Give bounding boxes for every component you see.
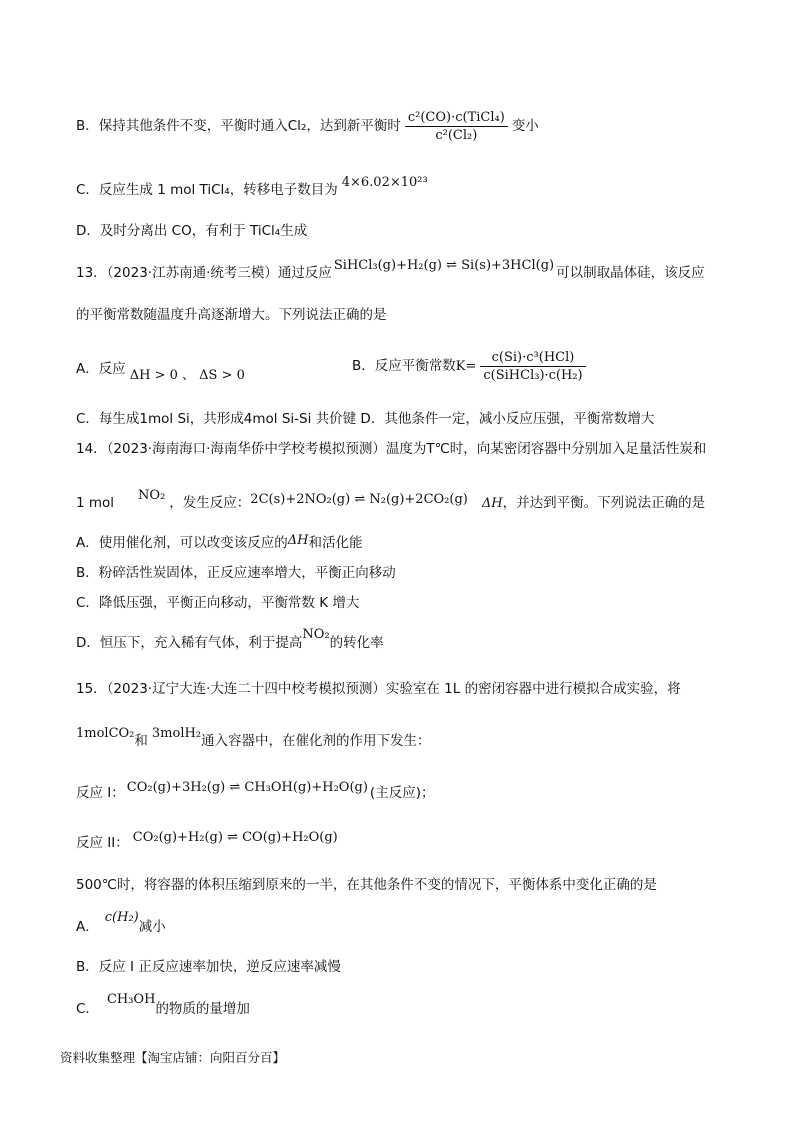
- q13-options-cd: C．每生成1mol Si，共形成4mol Si-Si 共价键 D．其他条件一定，减小反应压强，平衡常数增大: [76, 411, 655, 427]
- q13-option-a-math: ΔH > 0 、 ΔS > 0: [129, 368, 245, 383]
- q15-stem-line2-tail: 通入容器中，在催化剂的作用下发生：: [201, 733, 431, 749]
- q13-option-b-k: K=: [455, 359, 477, 374]
- q15-stem-line2: [76, 726, 431, 751]
- q14-stem-text: （2023·海南海口·海南华侨中学校考模拟预测）温度为T℃时，向某密闭容器中分别加入足量活性炭和: [106, 441, 707, 457]
- q14-option-a-post: 和活化能: [308, 535, 363, 551]
- q14-stem-pre: 1 mol: [76, 495, 115, 511]
- q12-option-b-numerator: c²(CO)·c(TiCl₄): [405, 109, 508, 127]
- q14-option-c: C．降低压强，平衡正向移动，平衡常数 K 增大: [76, 595, 360, 611]
- q14-option-d-post: 的转化率: [329, 635, 384, 651]
- q14-option-d-no2: NO₂: [302, 627, 330, 642]
- q14-option-b: B．粉碎活性炭固体，正反应速率增大，平衡正向移动: [76, 565, 396, 581]
- q14-option-a: [76, 534, 362, 553]
- q13-equation: SiHCl₃(g)+H₂(g) ⇌ Si(s)+3HCl(g): [333, 258, 555, 273]
- q12-option-c-label: C．反应生成 1 mol TiCl₄，转移电子数目为: [76, 182, 338, 198]
- q13-stem-line2: 的平衡常数随温度升高逐渐增大。下列说法正确的是: [76, 307, 387, 323]
- q15-option-a: [76, 910, 166, 937]
- q15-reaction-1: [76, 780, 435, 803]
- q15-number: 15．: [76, 681, 107, 697]
- q14-option-d-pre: D．恒压下，充入稀有气体，利于提高: [76, 635, 303, 651]
- q14-option-a-pre: A．使用催化剂，可以改变该反应的: [76, 535, 288, 551]
- q12-option-d: D．及时分离出 CO，有利于 TiCl₄生成: [76, 223, 308, 239]
- q15-stem-text: （2023·辽宁大连·大连二十四中校考模拟预测）实验室在 1L 的密闭容器中进行模拟合成实验，将: [106, 681, 681, 697]
- q14-option-a-delta-h: ΔH: [287, 533, 309, 548]
- q15-option-c-label: C．: [76, 1001, 99, 1017]
- q12-option-c-math: 4×6.02×10²³: [341, 175, 428, 190]
- q14-no2: NO₂: [138, 488, 166, 503]
- q13-option-a: [76, 360, 245, 383]
- q12-option-b-denominator: c²(Cl₂): [435, 127, 478, 143]
- q15-r2-label: 反应 II：: [76, 835, 129, 851]
- q15-option-c-math: CH₃OH: [106, 992, 156, 1007]
- q15-option-a-math: c(H₂): [104, 910, 139, 925]
- q15-h2: 3molH₂: [151, 726, 202, 741]
- q15-option-b: B．反应 I 正反应速率加快，逆反应速率减慢: [76, 959, 341, 975]
- q14-stem-tail: ，并达到平衡。下列说法正确的是: [502, 495, 706, 511]
- q15-option-a-label: A．: [76, 919, 99, 935]
- q12-option-b: [76, 100, 539, 152]
- q13-source: （2023·江苏南通·统考三模）通过反应: [106, 265, 332, 281]
- q15-option-c-post: 的物质的量增加: [155, 1001, 250, 1017]
- q13-option-a-label: A．反应: [76, 361, 126, 377]
- q12-option-c: [76, 175, 428, 200]
- q14-stem-line2: [76, 488, 706, 513]
- q15-r1-note: (主反应)；: [369, 785, 435, 801]
- q12-option-b-label: B．保持其他条件不变，平衡时通入Cl₂，达到新平衡时: [76, 118, 401, 134]
- q13-option-b-denominator: c(SiHCl₃)·c(H₂): [483, 367, 583, 383]
- q15-r1-label: 反应 I：: [76, 785, 125, 801]
- q12-option-b-fraction: [405, 109, 508, 144]
- q14-delta-h: ΔH: [481, 496, 503, 511]
- q13-number: 13．: [76, 265, 107, 281]
- q15-stem-line1: [76, 680, 681, 698]
- q14-stem-line1: [76, 440, 706, 458]
- q15-and: 和: [134, 733, 148, 749]
- q14-stem-mid: ，发生反应：: [169, 495, 251, 511]
- q13-option-b: [352, 340, 590, 393]
- q14-number: 14．: [76, 441, 107, 457]
- q15-stem-line5: 500℃时，将容器的体积压缩到原来的一半，在其他条件不变的情况下，平衡体系中变化正确的是: [76, 877, 657, 893]
- q14-option-d: [76, 627, 384, 653]
- q13-option-b-fraction: [480, 349, 585, 384]
- q15-r2-equation: CO₂(g)+H₂(g) ⇌ CO(g)+H₂O(g): [132, 830, 338, 845]
- q15-r1-equation: CO₂(g)+3H₂(g) ⇌ CH₃OH(g)+H₂O(g): [126, 780, 368, 795]
- q15-co2: 1molCO₂: [76, 726, 135, 741]
- q14-equation: 2C(s)+2NO₂(g) ⇌ N₂(g)+2CO₂(g): [250, 492, 468, 507]
- q13-stem-tail: 可以制取晶体硅，该反应: [556, 265, 705, 281]
- q15-reaction-2: [76, 830, 338, 853]
- q12-option-b-suffix: 变小: [511, 118, 539, 134]
- q13-stem-line1: [76, 258, 705, 283]
- q15-option-c: [76, 992, 250, 1019]
- q13-option-b-numerator: c(Si)·c³(HCl): [480, 349, 585, 367]
- q15-option-a-post: 减小: [138, 919, 166, 935]
- page-footer: 资料收集整理【淘宝店铺：向阳百分百】: [60, 1050, 286, 1065]
- q13-option-b-label: B．反应平衡常数: [352, 358, 456, 374]
